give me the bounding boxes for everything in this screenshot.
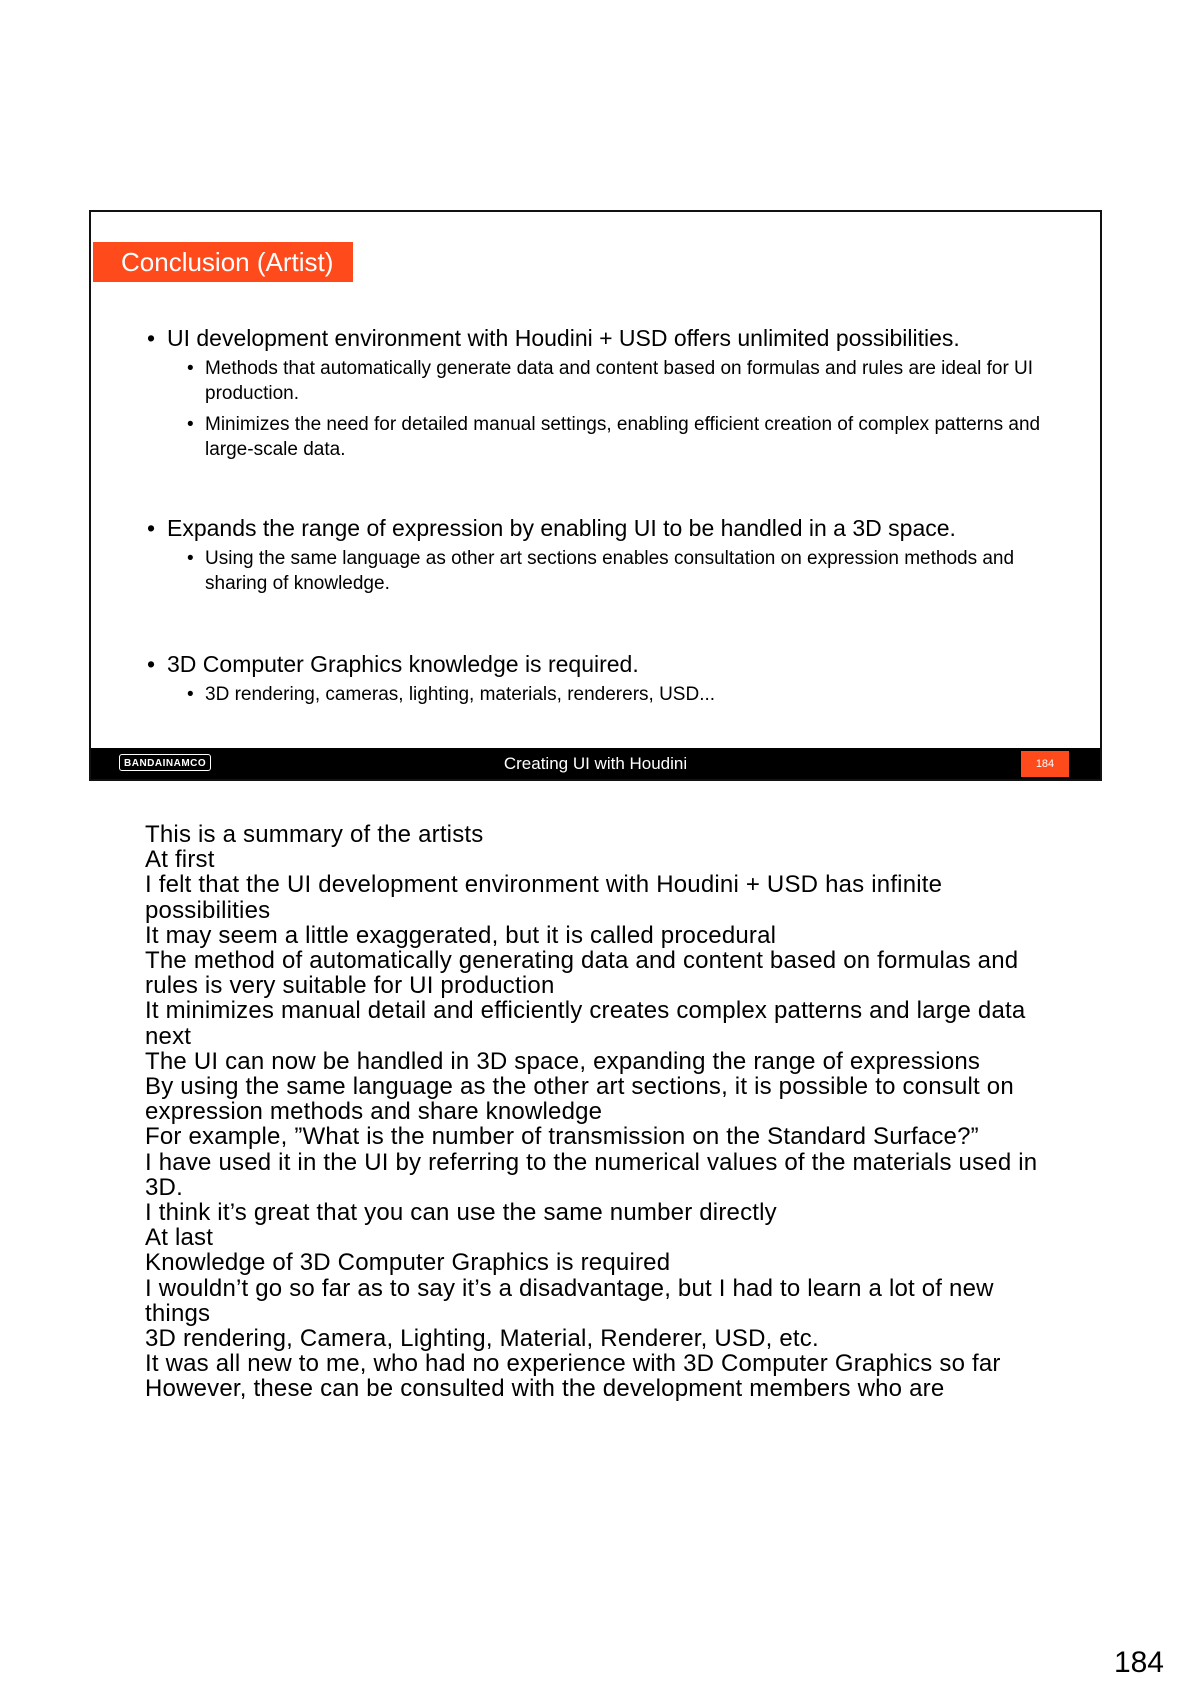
sub-bullet-dot-icon: • xyxy=(187,684,194,705)
sub-bullet-item xyxy=(187,412,1047,462)
footer-title: Creating UI with Houdini xyxy=(503,754,688,773)
sub-bullet-text: Using the same language as other art sections enables consultation on expression methods and sharing of knowledge. xyxy=(205,548,1015,594)
note-line: By using the same language as the other art sections, it is possible to consult on expression methods and share knowledge xyxy=(145,1073,1021,1126)
sub-bullet-dot-icon: • xyxy=(187,358,194,379)
bullet-dot-icon: • xyxy=(147,515,156,541)
slide-footer xyxy=(91,748,1100,779)
sub-bullet-dot-icon: • xyxy=(187,414,194,435)
note-line: Knowledge of 3D Computer Graphics is required xyxy=(145,1249,671,1277)
bullet-text: 3D Computer Graphics knowledge is required. xyxy=(167,651,639,677)
note-line: I wouldn’t go so far as to say it’s a disadvantage, but I had to learn a lot of new things xyxy=(145,1274,1001,1327)
sub-bullet-dot-icon: • xyxy=(187,548,194,569)
note-line: I felt that the UI development environment with Houdini + USD has infinite possibilities xyxy=(145,871,950,924)
note-line: It minimizes manual detail and efficiently creates complex patterns and large data xyxy=(145,997,1026,1025)
note-line: I think it’s great that you can use the same number directly xyxy=(145,1199,777,1227)
sub-bullet-item xyxy=(187,546,1047,596)
bullet-dot-icon: • xyxy=(147,325,156,351)
sub-bullet-item xyxy=(187,356,1047,406)
sub-bullet-text: Methods that automatically generate data and content based on formulas and rules are ideal for UI production. xyxy=(205,358,1034,404)
bullet-text: Expands the range of expression by enabling UI to be handled in a 3D space. xyxy=(167,515,956,541)
note-line: The method of automatically generating data and content based on formulas and rules is very suitable for UI production xyxy=(145,947,1026,1000)
note-line: The UI can now be handled in 3D space, expanding the range of expressions xyxy=(145,1047,981,1075)
speaker-notes xyxy=(145,822,1065,1402)
sub-bullet-item xyxy=(187,682,1047,707)
slide xyxy=(89,210,1102,781)
note-line: It was all new to me, who had no experience with 3D Computer Graphics so far xyxy=(145,1350,1001,1378)
bullet-text: UI development environment with Houdini + USD offers unlimited possibilities. xyxy=(167,325,960,351)
note-line: At last xyxy=(145,1224,214,1252)
bullet-dot-icon: • xyxy=(147,651,156,677)
slide-title: Conclusion (Artist) xyxy=(93,242,353,282)
sub-bullet-text: 3D rendering, cameras, lighting, materials, renderers, USD... xyxy=(205,684,716,705)
note-line: However, these can be consulted with the development members who are xyxy=(145,1375,945,1403)
page-number: 184 xyxy=(1113,1646,1164,1679)
note-line: For example, ”What is the number of transmission on the Standard Surface?” xyxy=(145,1123,979,1151)
note-line: At first xyxy=(145,846,215,874)
note-line: This is a summary of the artists xyxy=(145,821,484,848)
note-line: I have used it in the UI by referring to the numerical values of the materials used in 3D. xyxy=(145,1148,1045,1201)
slide-page-badge: 184 xyxy=(1021,751,1069,777)
bandainamco-logo: BANDAINAMCO xyxy=(119,754,211,771)
note-line: It may seem a little exaggerated, but it is called procedural xyxy=(145,921,777,949)
note-line: 3D rendering, Camera, Lighting, Material, Renderer, USD, etc. xyxy=(145,1325,819,1353)
sub-bullet-text: Minimizes the need for detailed manual settings, enabling efficient creation of complex patterns and large-scale data. xyxy=(205,414,1041,460)
note-line: next xyxy=(145,1022,192,1050)
